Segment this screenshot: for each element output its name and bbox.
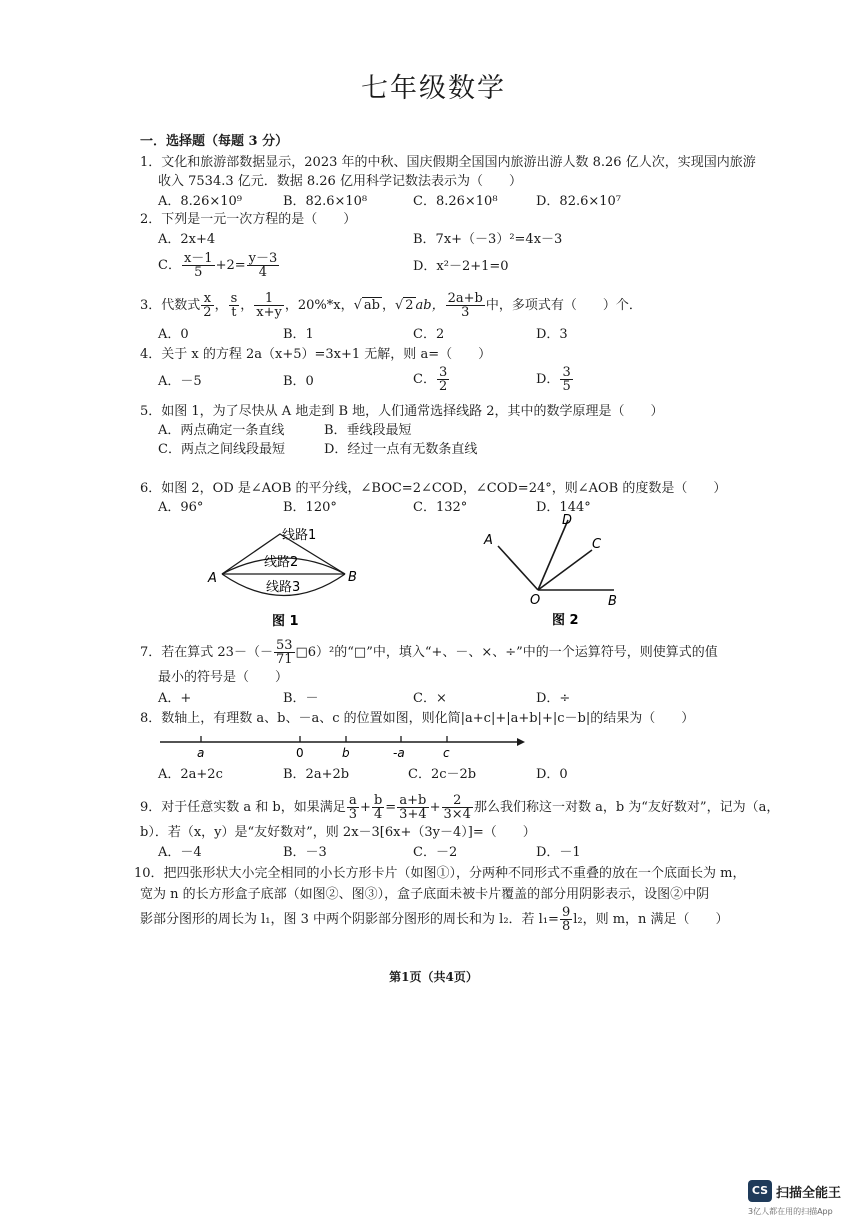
q1-stem-line2: 收入 7534.3 亿元．数据 8.26 亿用科学记数法表示为（ ） <box>158 174 522 189</box>
q2-stem: 2．下列是一元一次方程的是（ ） <box>140 212 357 227</box>
q1-option-c: C．8.26×10⁸ <box>413 194 498 209</box>
point-b-label: B <box>608 594 617 609</box>
q9-option-a: A．－4 <box>158 845 202 860</box>
q8-stem: 8．数轴上，有理数 a、b、－a、c 的位置如图，则化简|a+c|+|a+b|+|c－b|的结果为（ ） <box>140 711 695 726</box>
q1-option-d: D．82.6×10⁷ <box>536 194 622 209</box>
q7-stem-line2: 最小的符号是（ ） <box>158 670 289 685</box>
q4-option-b: B．0 <box>283 374 314 389</box>
q9-stem-line1: 9．对于任意实数 a 和 b，如果满足 $\frac{a}{3}$ + $\frac{b}{4}$ = $\frac{a+b}{3+4}$ + $\frac{2}{3\times 4}$ 那么我们称这一对数 a，b 为“友好数对”，记为（a， <box>140 793 780 822</box>
q4-stem: 4．关于 x 的方程 2a（x+5）=3x+1 无解，则 a=（ ） <box>140 347 492 362</box>
q7-option-c: C．× <box>413 691 447 706</box>
figure-1-caption: 图 1 <box>272 614 299 629</box>
q2-option-a: A．2x+4 <box>158 232 216 247</box>
q3-option-a: A．0 <box>158 327 189 342</box>
q4-option-a: A．－5 <box>158 374 202 389</box>
figure-1-routes <box>200 522 380 632</box>
scanner-tagline: 3亿人都在用的扫描App <box>748 1207 833 1216</box>
tick-label-a: a <box>197 746 205 760</box>
q2-option-c: C． $\frac{x-1}{5}$ +2= $\frac{y-3}{4}$ <box>158 251 278 280</box>
point-a-label: A <box>484 533 493 548</box>
q9-option-d: D．－1 <box>536 845 581 860</box>
q5-option-c: C．两点之间线段最短 <box>158 442 285 457</box>
q10-stem-line1: 10．把四张形状大小完全相同的小长方形卡片（如图①），分两种不同形式不重叠的放在一个底面长为 m， <box>134 866 746 881</box>
q6-stem: 6．如图 2，OD 是∠AOB 的平分线，∠BOC=2∠COD，∠COD=24°，则∠AOB 的度数是（ ） <box>140 481 727 496</box>
q7-option-d: D．÷ <box>536 691 571 706</box>
q3-option-d: D．3 <box>536 327 568 342</box>
q10-stem-line3: 影部分图形的周长为 l₁，图 3 中两个阴影部分图形的周长和为 l₂．若 l₁= $\frac{9}{8}$ l₂，则 m，n 满足（ ） <box>140 905 729 934</box>
point-c-label: C <box>592 537 602 552</box>
q7-option-a: A．+ <box>158 691 192 706</box>
q6-option-d: D．144° <box>536 500 591 515</box>
tick-label-c: c <box>443 746 450 760</box>
number-line-arrow <box>517 738 525 746</box>
q10-stem-line2: 宽为 n 的长方形盒子底部（如图②、图③），盒子底面未被卡片覆盖的部分用阴影表示，设图②中阴 <box>140 887 710 902</box>
q8-option-a: A．2a+2c <box>158 767 223 782</box>
ray-oa <box>498 546 538 590</box>
q5-option-d: D．经过一点有无数条直线 <box>324 442 478 457</box>
q3-stem: 3．代数式 $\frac{x}{2}$ ， $\frac{s}{t}$ ， $\frac{1}{x+y}$ ，20%*x，√ ab ，√ 2 ab， $\frac{2a+b}{3}$ 中，多项式有（ ）个． <box>140 291 642 320</box>
point-a-label: A <box>208 571 217 586</box>
q9-option-c: C．－2 <box>413 845 458 860</box>
number-line <box>155 730 535 762</box>
section-heading: 一．选择题（每题 3 分） <box>140 134 289 149</box>
q6-option-b: B．120° <box>283 500 337 515</box>
route3-label: 线路3 <box>266 580 301 595</box>
q6-option-a: A．96° <box>158 500 204 515</box>
q5-stem: 5．如图 1，为了尽快从 A 地走到 B 地，人们通常选择线路 2，其中的数学原理是（ ） <box>140 404 664 419</box>
q5-option-b: B．垂线段最短 <box>324 423 412 438</box>
q9-option-b: B．－3 <box>283 845 327 860</box>
q8-option-b: B．2a+2b <box>283 767 350 782</box>
q1-option-b: B．82.6×10⁸ <box>283 194 368 209</box>
figure-2-caption: 图 2 <box>552 613 579 628</box>
q8-option-d: D．0 <box>536 767 568 782</box>
q4-option-d: D． $\frac{3}{5}$ <box>536 365 571 394</box>
scanner-logo-icon: CS <box>748 1180 772 1202</box>
scanner-app-name: 扫描全能王 <box>776 1186 842 1201</box>
figure-2-angles <box>478 510 628 632</box>
scanner-watermark <box>748 1176 856 1216</box>
point-b-label: B <box>348 570 357 585</box>
q1-option-a: A．8.26×10⁹ <box>158 194 242 209</box>
q8-option-c: C．2c－2b <box>408 767 477 782</box>
tick-label-neg-a: -a <box>393 746 405 760</box>
point-o-label: O <box>530 593 541 608</box>
q2-option-b: B．7x+（－3）²=4x－3 <box>413 232 563 247</box>
q1-stem-line1: 1．文化和旅游部数据显示，2023 年的中秋、国庆假期全国国内旅游出游人数 8.26 亿人次，实现国内旅游 <box>140 155 756 170</box>
q7-stem-line1: 7．若在算式 23－（－ $\frac{53}{71}$ □6）²的“□”中，填入“+、－、×、÷”中的一个运算符号，则使算式的值 <box>140 638 718 667</box>
q3-option-c: C．2 <box>413 327 445 342</box>
route1-label: 线路1 <box>282 528 317 543</box>
q7-option-b: B．－ <box>283 691 319 706</box>
tick-label-zero: 0 <box>296 746 304 760</box>
route2-label: 线路2 <box>264 555 299 570</box>
q9-stem-line2: b）．若（x，y）是“友好数对”，则 2x－3[6x+（3y－4）]=（ ） <box>140 825 536 840</box>
q3-option-b: B．1 <box>283 327 314 342</box>
q5-option-a: A．两点确定一条直线 <box>158 423 285 438</box>
q4-option-c: C． $\frac{3}{2}$ <box>413 365 448 394</box>
q6-option-c: C．132° <box>413 500 468 515</box>
page-title: 七年级数学 <box>361 73 506 104</box>
q2-option-d: D．x²－2+1=0 <box>413 259 509 274</box>
page-footer: 第1页（共4页） <box>389 970 478 984</box>
point-d-label: D <box>562 513 573 528</box>
tick-label-b: b <box>342 746 350 760</box>
